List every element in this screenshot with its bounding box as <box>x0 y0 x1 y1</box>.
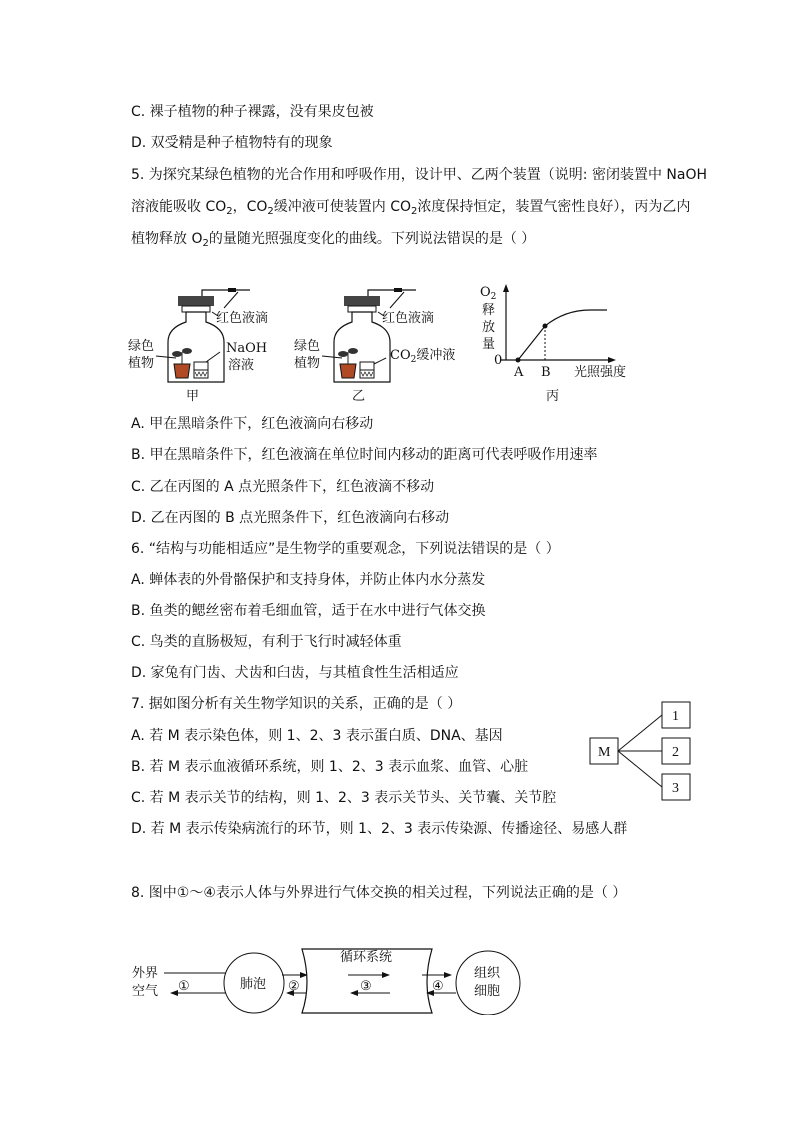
option-5c-prev: C. 裸子植物的种子裸露，没有果皮包被 <box>131 104 374 120</box>
bing-ylabel-o2: $O_2$ <box>480 285 497 302</box>
alveolus-label: 肺泡 <box>240 977 267 992</box>
yi-plant-label: 绿色 <box>294 339 321 354</box>
question-5-option-c: C. 乙在丙图的 A 点光照条件下，红色液滴不移动 <box>131 479 435 495</box>
bing-ylabel-2: 释 <box>482 303 496 318</box>
bing-origin: 0 <box>494 353 503 368</box>
question-5-option-a: A. 甲在黑暗条件下，红色液滴向右移动 <box>131 416 374 432</box>
figure-5-apparatus <box>120 278 660 410</box>
bing-ylabel-4: 量 <box>482 337 496 352</box>
yi-caption: 乙 <box>352 389 366 404</box>
bing-xlabel: 光照强度 <box>574 365 627 380</box>
question-5-stem-3: 植物释放 $O_2$的量随光照强度变化的曲线。下列说法错误的是（ ） <box>131 231 536 249</box>
option-5d-prev: D. 双受精是种子植物特有的现象 <box>131 135 333 151</box>
yi-solution-label: $CO_2$缓冲液 <box>390 348 456 365</box>
tissue-cell-label-2: 细胞 <box>474 984 501 999</box>
question-7-option-a: A. 若 M 表示染色体，则 1、2、3 表示蛋白质、DNA、基因 <box>131 728 503 744</box>
yi-droplet-label: 红色液滴 <box>382 311 435 326</box>
tree-node-2: 2 <box>672 745 679 760</box>
jia-caption: 甲 <box>186 389 200 404</box>
apparatus-yi <box>322 288 416 382</box>
question-7-option-b: B. 若 M 表示血液循环系统，则 1、2、3 表示血浆、血管、心脏 <box>131 759 529 775</box>
bing-point-a: A <box>514 365 524 380</box>
question-7-option-d: D. 若 M 表示传染病流行的环节，则 1、2、3 表示传染源、传播途径、易感人群 <box>131 821 628 837</box>
tree-node-1: 1 <box>672 709 679 724</box>
outside-air-label-2: 空气 <box>132 984 159 999</box>
figure-8-gas-exchange <box>126 935 546 1015</box>
question-5-option-d: D. 乙在丙图的 B 点光照条件下，红色液滴向右移动 <box>131 510 450 526</box>
jia-droplet-label: 红色液滴 <box>216 311 269 326</box>
jia-solution-label: NaOH <box>226 341 268 356</box>
bing-ylabel-3: 放 <box>482 320 496 335</box>
step-2: ② <box>288 979 300 994</box>
question-6-option-c: C. 鸟类的直肠极短，有利于飞行时减轻体重 <box>131 634 402 650</box>
jia-plant-label-2: 植物 <box>128 356 155 371</box>
question-6-option-a: A. 蝉体表的外骨骼保护和支持身体，并防止体内水分蒸发 <box>131 572 486 588</box>
figure-7-tree <box>586 698 696 804</box>
question-8-stem: 8. 图中①～④表示人体与外界进行气体交换的相关过程，下列说法正确的是（ ） <box>131 885 627 901</box>
question-7-option-c: C. 若 M 表示关节的结构，则 1、2、3 表示关节头、关节囊、关节腔 <box>131 790 557 806</box>
bing-caption: 丙 <box>546 389 560 404</box>
circulatory-system-label: 循环系统 <box>340 950 393 965</box>
yi-plant-label-2: 植物 <box>294 356 321 371</box>
bing-point-b: B <box>541 365 551 380</box>
question-6-option-b: B. 鱼类的鳃丝密布着毛细血管，适于在水中进行气体交换 <box>131 603 486 619</box>
question-7-stem: 7. 据如图分析有关生物学知识的关系，正确的是（ ） <box>131 696 462 712</box>
step-3: ③ <box>360 979 372 994</box>
tree-node-3: 3 <box>672 781 679 796</box>
question-5-stem-1: 5. 为探究某绿色植物的光合作用和呼吸作用，设计甲、乙两个装置（说明: 密闭装置中 NaOH <box>131 167 708 183</box>
jia-solution-label-2: 溶液 <box>228 358 255 373</box>
question-5-option-b: B. 甲在黑暗条件下，红色液滴在单位时间内移动的距离可代表呼吸作用速率 <box>131 447 598 463</box>
question-5-stem-2: 溶液能吸收 $CO_2$，$CO_2$缓冲液可使装置内 $CO_2$浓度保持恒定，装置气密性良好），丙为乙内 <box>131 199 691 217</box>
step-4: ④ <box>432 979 444 994</box>
question-6-stem: 6. “结构与功能相适应”是生物学的重要观念，下列说法错误的是（ ） <box>131 541 560 557</box>
tissue-cell-label: 组织 <box>474 966 501 981</box>
graph-bing <box>500 284 616 363</box>
tree-node-m: M <box>598 745 611 760</box>
outside-air-label: 外界 <box>132 966 159 981</box>
jia-plant-label: 绿色 <box>128 339 155 354</box>
step-1: ① <box>178 979 190 994</box>
question-6-option-d: D. 家兔有门齿、犬齿和臼齿，与其植食性生活相适应 <box>131 665 459 681</box>
